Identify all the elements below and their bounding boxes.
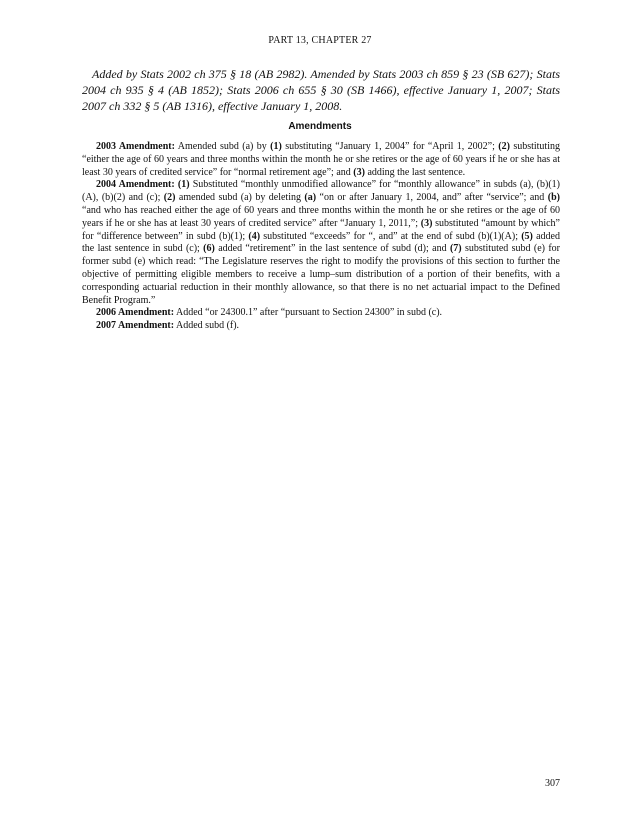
page-number: 307 bbox=[545, 778, 560, 789]
amendment-bold-text: (6) bbox=[203, 243, 215, 255]
amendment-bold-text: 2007 Amendment: bbox=[96, 320, 175, 332]
section-heading: Amendments bbox=[288, 121, 352, 132]
amendment-text: substituted “amount by which” for “difference between” in subd (b)(1); bbox=[82, 217, 560, 242]
amendment-text: substituting “either the age of 60 years and three months within the month he or she retires or the age of 60 years if he or she has at least 30 years of credited service” for “normal retirement age”; and bbox=[82, 141, 560, 178]
amendment-bold-text: 2004 Amendment: bbox=[96, 179, 175, 191]
amendment-text: Added “or 24300.1” after “pursuant to Section 24300” in subd (c). bbox=[174, 307, 443, 319]
amendment-text: substituted subd (e) for former subd (e) which read: “The Legislature reserves the right to modify the provisions of this section to further the objective of permitting eligible members to receive a lump–sum distribution of a portion of their benefits, with a corresponding actuarial reduction in their monthly allowance, so that there is no net actuarial impact to the Defined Benefit Program.” bbox=[82, 243, 560, 306]
amendment-bold-text: (3) bbox=[420, 217, 433, 229]
history-note: Added by Stats 2002 ch 375 § 18 (AB 2982). Amended by Stats 2003 ch 859 § 23 (SB 627); Stats 2004 ch 935 § 4 (AB 1852); Stats 2006 ch 655 § 30 (SB 1466), effective January 1, 2007; Stats 2007 ch 332 § 5 (AB 1316), effective January 1, 2008. bbox=[82, 67, 560, 113]
amendment-bold-text: (1) bbox=[177, 179, 190, 191]
amendment-bold-text: (b) bbox=[547, 192, 560, 204]
amendment-bold-text: (2) bbox=[498, 141, 510, 152]
amendment-bold-text: (5) bbox=[521, 230, 533, 242]
amendment-text: substituting “January 1, 2004” for “April 1, 2002”; bbox=[281, 141, 499, 152]
amendment-bold-text: (1) bbox=[270, 141, 282, 152]
amendment-bold-text: 2006 Amendment: bbox=[96, 307, 175, 319]
running-head: PART 13, CHAPTER 27 bbox=[268, 35, 372, 46]
amendment-bold-text: (4) bbox=[248, 230, 261, 242]
amendment-text: “on or after January 1, 2004, and” after “service”; and bbox=[316, 192, 548, 204]
amendment-paragraph bbox=[82, 307, 560, 320]
amendment-text: Substituted “monthly unmodified allowance” for “monthly allowance” in subds (a), (b)(1)(A), (b)(2) and (c); bbox=[82, 179, 560, 204]
amendment-paragraph bbox=[82, 141, 560, 179]
amendment-bold-text: (a) bbox=[304, 192, 317, 204]
amendment-paragraph bbox=[82, 179, 560, 307]
amendment-bold-text: (2) bbox=[163, 192, 176, 204]
amendment-text: Added subd (f). bbox=[174, 320, 240, 332]
amendment-text: amended subd (a) by deleting bbox=[175, 192, 305, 204]
amendment-text: added “retirement” in the last sentence of subd (d); and bbox=[214, 243, 450, 255]
amendment-text: adding the last sentence. bbox=[364, 166, 466, 178]
amendments-list bbox=[82, 141, 560, 333]
amendment-paragraph bbox=[82, 320, 560, 333]
amendment-text: added the last sentence in subd (c); bbox=[82, 230, 560, 255]
amendment-text: Amended subd (a) by bbox=[174, 141, 271, 152]
amendment-bold-text: (7) bbox=[449, 243, 462, 255]
amendment-text: “and who has reached either the age of 60 years and three months within the month he or she retires or the age of 60 years if he or she has at least 30 years of credited service” after “January 1, 2011,”; bbox=[82, 204, 560, 229]
amendment-bold-text: 2003 Amendment: bbox=[96, 141, 175, 152]
amendment-text: substituted “exceeds” for “, and” at the end of subd (b)(1)(A); bbox=[260, 230, 522, 242]
amendment-bold-text: (3) bbox=[353, 166, 365, 178]
